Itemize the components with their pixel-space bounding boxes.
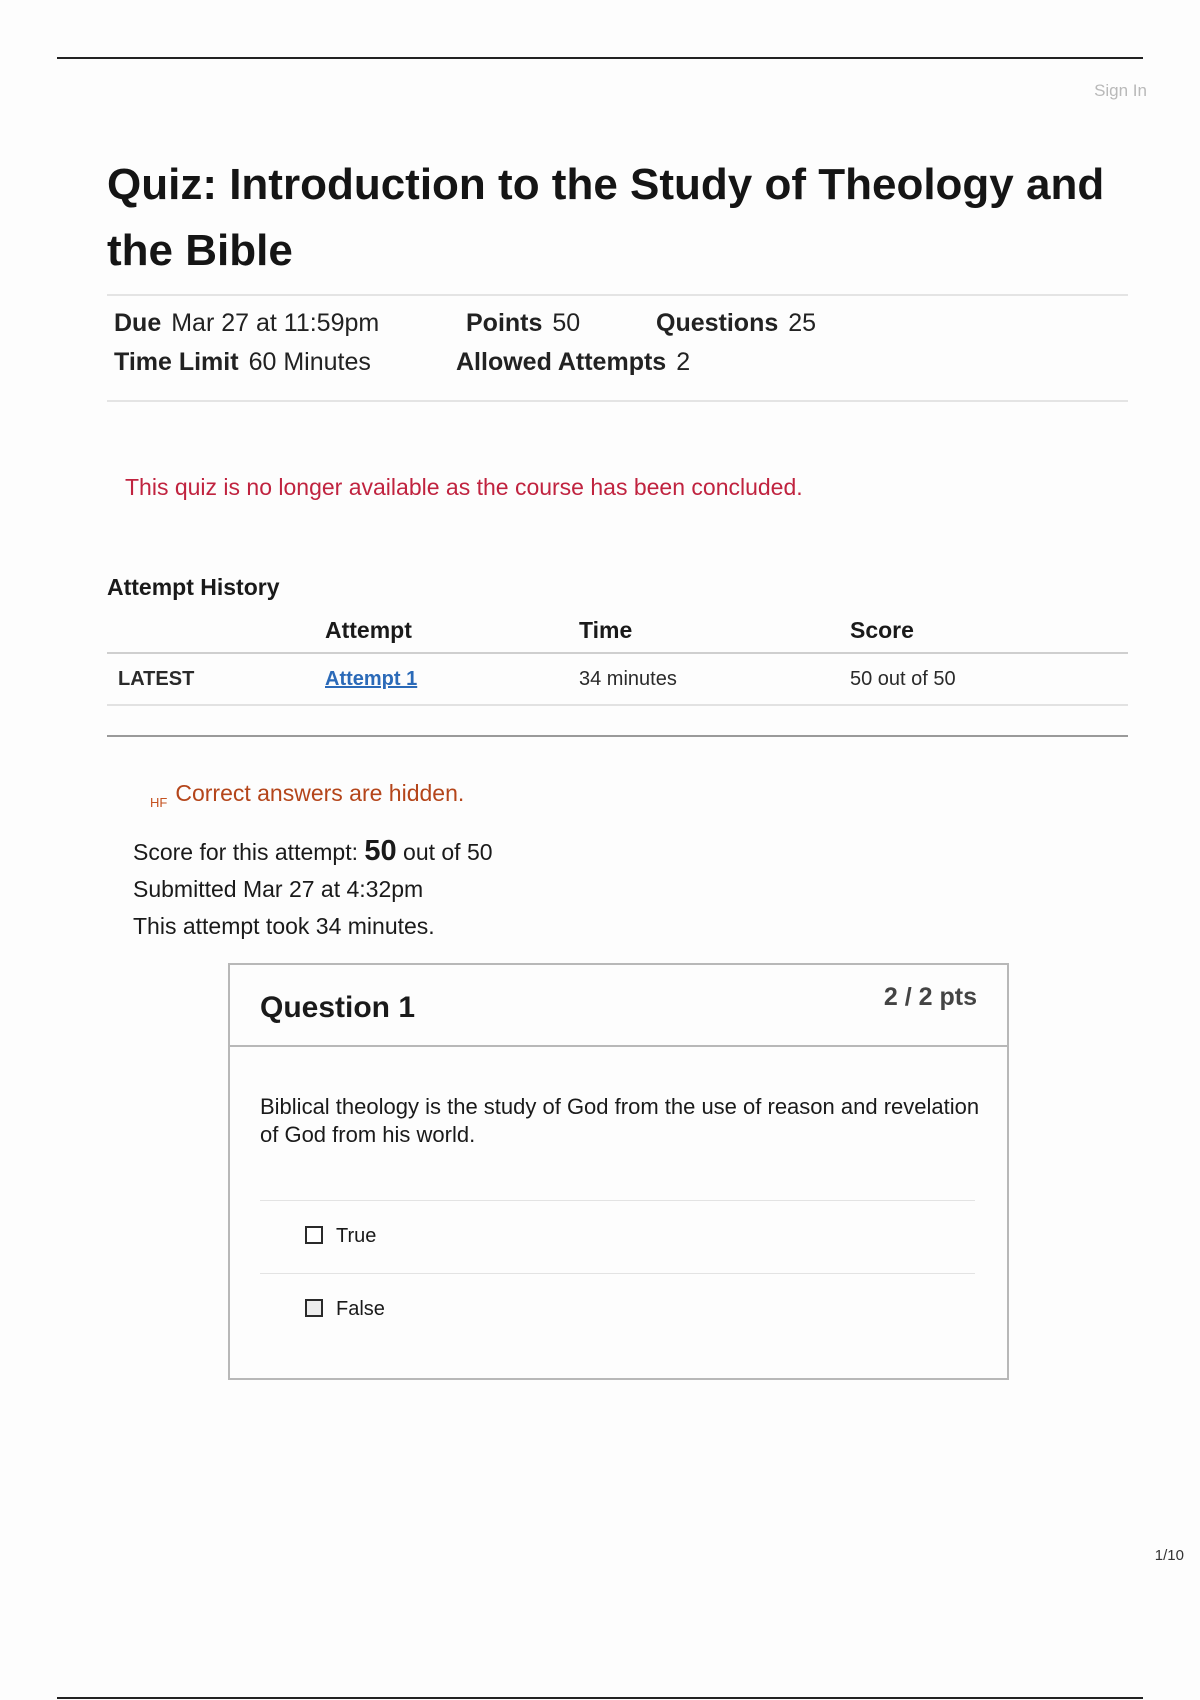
answer-option-false[interactable] bbox=[260, 1273, 975, 1346]
questions-value: 25 bbox=[788, 309, 817, 337]
answers-hidden-notice bbox=[150, 780, 464, 810]
page-top-rule bbox=[57, 57, 1143, 59]
questions-count bbox=[656, 309, 816, 338]
time-limit-value: 60 Minutes bbox=[248, 348, 371, 376]
quiz-details bbox=[107, 294, 1128, 402]
hidden-answers-icon: HF bbox=[150, 795, 168, 810]
points bbox=[466, 309, 580, 338]
section-divider bbox=[107, 735, 1128, 737]
questions-label: Questions bbox=[656, 309, 779, 337]
checkbox-icon[interactable] bbox=[305, 1299, 323, 1317]
column-header-score: Score bbox=[850, 617, 914, 643]
question-header bbox=[230, 965, 1007, 1047]
table-row bbox=[107, 654, 1128, 706]
due-label: Due bbox=[114, 309, 162, 337]
points-value: 50 bbox=[552, 309, 581, 337]
answer-option-true[interactable] bbox=[260, 1200, 975, 1273]
answers-hidden-text: Correct answers are hidden. bbox=[175, 780, 465, 806]
time-limit bbox=[114, 348, 371, 377]
checkbox-icon[interactable] bbox=[305, 1226, 323, 1244]
attempt-history-table bbox=[107, 612, 1128, 706]
submitted-time: Submitted Mar 27 at 4:32pm bbox=[133, 876, 424, 902]
question-card bbox=[228, 963, 1009, 1380]
attempt-1-link[interactable]: Attempt 1 bbox=[325, 668, 418, 690]
due-value: Mar 27 at 11:59pm bbox=[171, 309, 380, 337]
score-suffix: out of 50 bbox=[403, 839, 493, 865]
attempt-history-heading: Attempt History bbox=[107, 574, 280, 600]
quiz-title: Quiz: Introduction to the Study of Theology and the Bible bbox=[107, 160, 1105, 275]
latest-tag: LATEST bbox=[118, 668, 195, 690]
attempt-duration: This attempt took 34 minutes. bbox=[133, 913, 435, 939]
attempt-score: 50 out of 50 bbox=[850, 668, 956, 690]
attempt-score-summary bbox=[133, 833, 533, 945]
score-value: 50 bbox=[364, 835, 397, 867]
question-text: Biblical theology is the study of God from the use of reason and revelation of God from his world. bbox=[260, 1094, 980, 1147]
page-bottom-rule bbox=[57, 1697, 1143, 1699]
table-header bbox=[107, 612, 1128, 654]
quiz-unavailable-notice: This quiz is no longer available as the course has been concluded. bbox=[125, 474, 803, 500]
answer-label: True bbox=[336, 1225, 377, 1247]
attempt-time: 34 minutes bbox=[579, 668, 677, 690]
due-date bbox=[114, 309, 379, 338]
question-title: Question 1 bbox=[260, 991, 416, 1024]
attempts-label: Allowed Attempts bbox=[456, 348, 667, 376]
page-number: 1/10 bbox=[1154, 1547, 1184, 1564]
column-header-attempt: Attempt bbox=[325, 617, 412, 643]
attempts-value: 2 bbox=[676, 348, 691, 376]
answer-list bbox=[260, 1200, 975, 1346]
column-header-time: Time bbox=[579, 617, 633, 643]
sign-in-link[interactable]: Sign In bbox=[1094, 81, 1147, 100]
points-label: Points bbox=[466, 309, 543, 337]
answer-label: False bbox=[336, 1298, 385, 1320]
question-points: 2 / 2 pts bbox=[883, 983, 977, 1011]
time-limit-label: Time Limit bbox=[114, 348, 239, 376]
score-prefix: Score for this attempt: bbox=[133, 839, 358, 865]
allowed-attempts bbox=[456, 348, 690, 377]
